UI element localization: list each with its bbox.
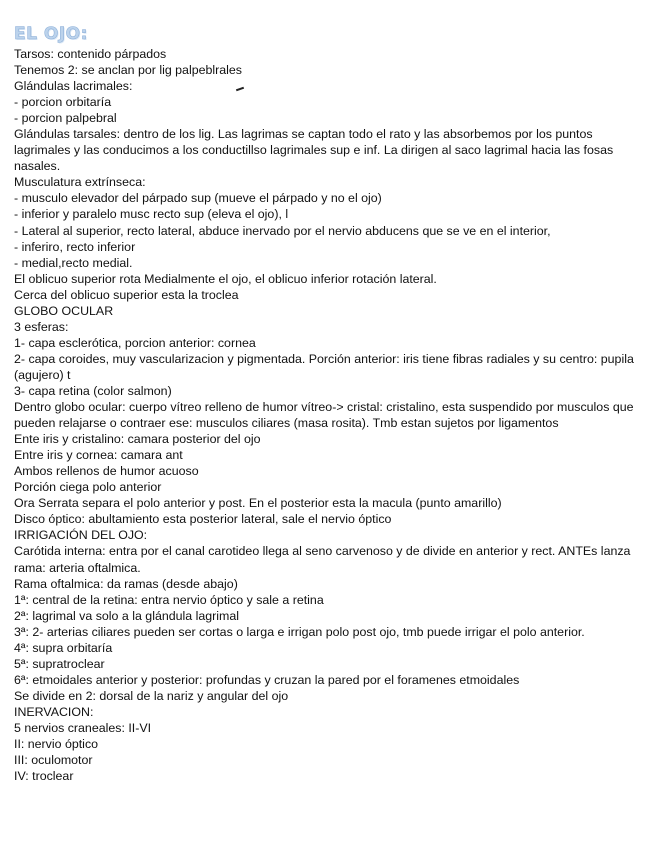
- text-paragraph: 3ª: 2- arterias ciliares pueden ser cortas o larga e irrigan polo post ojo, tmb puede irrigar el polo anterior.: [14, 624, 585, 639]
- text-line: - inferiro, recto inferior: [14, 239, 136, 254]
- text-line: Tarsos: contenido párpados: [14, 47, 167, 61]
- text-line: Glándulas lacrimales:: [14, 79, 133, 94]
- text-line: 3- capa retina (color salmon): [14, 383, 172, 398]
- text-line: II: nervio óptico: [14, 737, 99, 752]
- text-line: 5ª: supratroclear: [14, 656, 105, 671]
- text-paragraph: - Lateral al superior, recto lateral, abduce inervado por el nervio abducens que se ve en el interior,: [14, 223, 551, 238]
- section-heading: INERVACION:: [14, 704, 94, 719]
- text-paragraph: Glándulas tarsales: dentro de los lig. Las lagrimas se captan todo el rato y las absorbemos por los puntos lagrimales y las conducimos a los conductillso lagrimales sup e inf. La dirigen al saco lagrimal hacia las fosas nasales.: [14, 127, 614, 174]
- text-line: - musculo elevador del párpado sup (mueve el párpado y no el ojo): [14, 191, 382, 206]
- text-line: El oblicuo superior rota Medialmente el ojo, el oblicuo inferior rotación lateral.: [14, 271, 437, 286]
- text-paragraph: Carótida interna: entra por el canal carotideo llega al seno carvenoso y de divide en anterior y rect. ANTEs lanza rama: arteria oftalmica.: [14, 544, 631, 575]
- text-line: 1ª: central de la retina: entra nervio óptico y sale a retina: [14, 592, 324, 607]
- text-line: 6ª: etmoidales anterior y posterior: profundas y cruzan la pared por el foramenes etmoidales: [14, 672, 520, 687]
- section-heading: IRRIGACIÓN DEL OJO:: [14, 528, 148, 543]
- text-paragraph: Dentro globo ocular: cuerpo vítreo relleno de humor vítreo-> cristal: cristalino, esta suspendido por musculos que pueden relajarse o contraer ese: musculos ciliares (masa rosita). Tmb estan sujetos por ligamentos: [14, 400, 634, 431]
- text-line: 3 esferas:: [14, 319, 69, 334]
- text-line: Rama oftalmica: da ramas (desde abajo): [14, 576, 238, 591]
- text-line: - porcion orbitaría: [14, 95, 112, 110]
- text-line: - inferior y paralelo musc recto sup (eleva el ojo), l: [14, 207, 289, 222]
- text-line: 1- capa esclerótica, porcion anterior: cornea: [14, 335, 256, 350]
- text-line: Cerca del oblicuo superior esta la troclea: [14, 287, 239, 302]
- text-line: - porcion palpebral: [14, 111, 117, 126]
- text-paragraph: 2- capa coroides, muy vascularizacion y pigmentada. Porción anterior: iris tiene fibras radiales y su centro: pupila (agujero) t: [14, 351, 634, 382]
- section-heading: GLOBO OCULAR: [14, 303, 114, 318]
- text-line: Tenemos 2: se anclan por lig palpeblrales: [14, 63, 242, 78]
- text-line: Ambos rellenos de humor acuoso: [14, 464, 199, 479]
- text-line: - medial,recto medial.: [14, 255, 133, 270]
- text-line: 4ª: supra orbitaría: [14, 640, 113, 655]
- text-line: Entre iris y cornea: camara ant: [14, 448, 183, 463]
- text-line: Ora Serrata separa el polo anterior y post. En el posterior esta la macula (punto amarillo): [14, 496, 502, 511]
- text-line: Ente iris y cristalino: camara posterior del ojo: [14, 432, 261, 447]
- text-line: Se divide en 2: dorsal de la nariz y angular del ojo: [14, 688, 289, 703]
- text-line: 5 nervios craneales: II-VI: [14, 720, 152, 735]
- text-line: Musculatura extrínseca:: [14, 175, 146, 190]
- document-page: [14, 22, 644, 784]
- text-line: IV: troclear: [14, 769, 74, 784]
- document-title: EL OJO:: [14, 24, 88, 44]
- text-line: Porción ciega polo anterior: [14, 480, 162, 495]
- text-line: III: oculomotor: [14, 753, 93, 768]
- text-line: 2ª: lagrimal va solo a la glándula lagrimal: [14, 608, 239, 623]
- text-line: Disco óptico: abultamiento esta posterior lateral, sale el nervio óptico: [14, 512, 392, 527]
